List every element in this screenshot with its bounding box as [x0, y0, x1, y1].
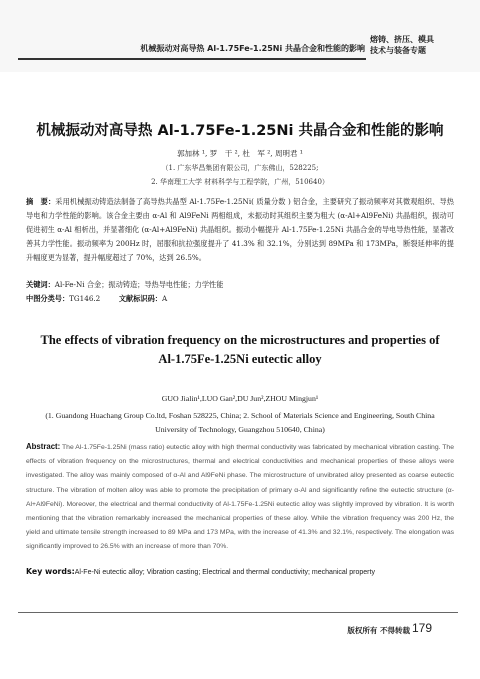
chinese-abstract	[26, 195, 454, 265]
chinese-keywords	[26, 280, 223, 290]
footer-rule	[18, 612, 458, 613]
english-keywords-label: Key words:	[26, 567, 75, 576]
chinese-abstract-label: 摘 要：	[26, 197, 56, 206]
english-keywords	[26, 567, 454, 576]
clc-value: TG146.2	[69, 294, 101, 303]
running-title: 机械振动对高导热 Al-1.75Fe-1.25Ni 共晶合金和性能的影响	[140, 44, 365, 53]
chinese-title: 机械振动对高导热 Al-1.75Fe-1.25Ni 共晶合金和性能的影响	[36, 123, 444, 139]
column-label-line1: 熔铸、挤压、模具	[370, 35, 434, 44]
english-affiliation: (1. Guandong Huachang Group Co.ltd, Foshan 528225, China; 2. School of Materials Science and Engineering, South China University of Technology, Guangzhou 510640, China)	[45, 411, 435, 434]
english-authors: GUO Jialin¹,LUO Gan²,DU Jun²,ZHOU Mingjun¹	[161, 394, 319, 403]
english-abstract-label: Abstract:	[26, 442, 61, 451]
column-label	[370, 34, 470, 56]
doc-code-label: 文献标识码：	[118, 294, 162, 303]
english-abstract-text: The Al-1.75Fe-1.25Ni (mass ratio) eutectic alloy with high thermal conductivity was fabricated by mechanical vibration casting. The effects of vibration frequency on the microstructures, thermal and electrical conductivities and mechanical properties of these alloys were investigated. The alloy was mainly composed of α-Al and Al9FeNi phase. The microstructure of unvibrated alloy presented as coarse eutectic structure. The vibration of molten alloy was able to promote the precipitation of primary α-Al and significantly refine the eutectic structure (α-Al+Al9FeNi). Moreover, the electrical and thermal conductivity of Al-1.75Fe-1.25Ni eutectic alloy was slightly improved by vibration. It is worth mentioning that the vibration remarkably increased the mechanical properties of these alloy. While the vibration frequency was 200 Hz, the yield and ultimate tensile strength increased to 89 MPa and 173 MPa, with the increase of 41.3% and 32.1%, respectively. The elongation was significantly improved to 26.5% with an increase of more than 70%.	[26, 444, 454, 551]
chinese-keywords-label: 关键词：	[26, 280, 55, 289]
english-title: The effects of vibration frequency on the microstructures and properties of Al-1.75Fe-1.25Ni eutectic alloy	[40, 333, 440, 366]
column-label-line2: 技术与装备专题	[370, 46, 426, 55]
chinese-affiliation-1: （1. 广东华昌集团有限公司，广东佛山，528225;	[161, 164, 319, 172]
chinese-authors: 郭加林 ¹, 罗 干 ², 杜 军 ², 周明君 ¹	[177, 149, 303, 158]
clc-label: 中图分类号：	[26, 294, 70, 303]
chinese-abstract-text: 采用机械振动铸造法制备了高导热共晶型 Al-1.75Fe-1.25Ni( 质量分数 ) 铝合金，主要研究了振动频率对其微观组织、导热导电和力学性能的影响。该合金主要由 α-Al 和 Al9FeNi 两相组成，未振动时其组织主要为粗大 (α-Al+Al9FeNi) 共晶组织，振动可促进初生 α-Al 相析出，并显著细化 (α-Al+Al9FeNi) 共晶组织。振动小幅提升 Al-1.75Fe-1.25Ni 共晶合金的导电导热性能，显著改善其力学性能。振动频率为 200Hz 时，屈服和抗拉强度提升了 41.3% 和 32.1%，分别达到 89MPa 和 173MPa，断裂延伸率的提升幅度更为显著，提升幅度超过了 70%，达到 26.5%。	[26, 197, 454, 262]
english-keywords-text: Al-Fe-Ni eutectic alloy; Vibration casting; Electrical and thermal conductivity; mechanical property	[74, 569, 375, 576]
english-abstract	[26, 440, 454, 555]
chinese-keywords-text: Al-Fe-Ni 合金；振动铸造；导热导电性能；力学性能	[54, 280, 224, 289]
classification-line	[26, 294, 167, 304]
doc-code-value: A	[162, 294, 168, 303]
copyright-notice: 版权所有 不得转载	[347, 626, 410, 635]
page-number: 179	[412, 621, 433, 635]
header-rule	[18, 58, 366, 60]
chinese-affiliation-2: 2. 华南理工大学 材料科学与工程学院，广州，510640）	[151, 178, 329, 186]
